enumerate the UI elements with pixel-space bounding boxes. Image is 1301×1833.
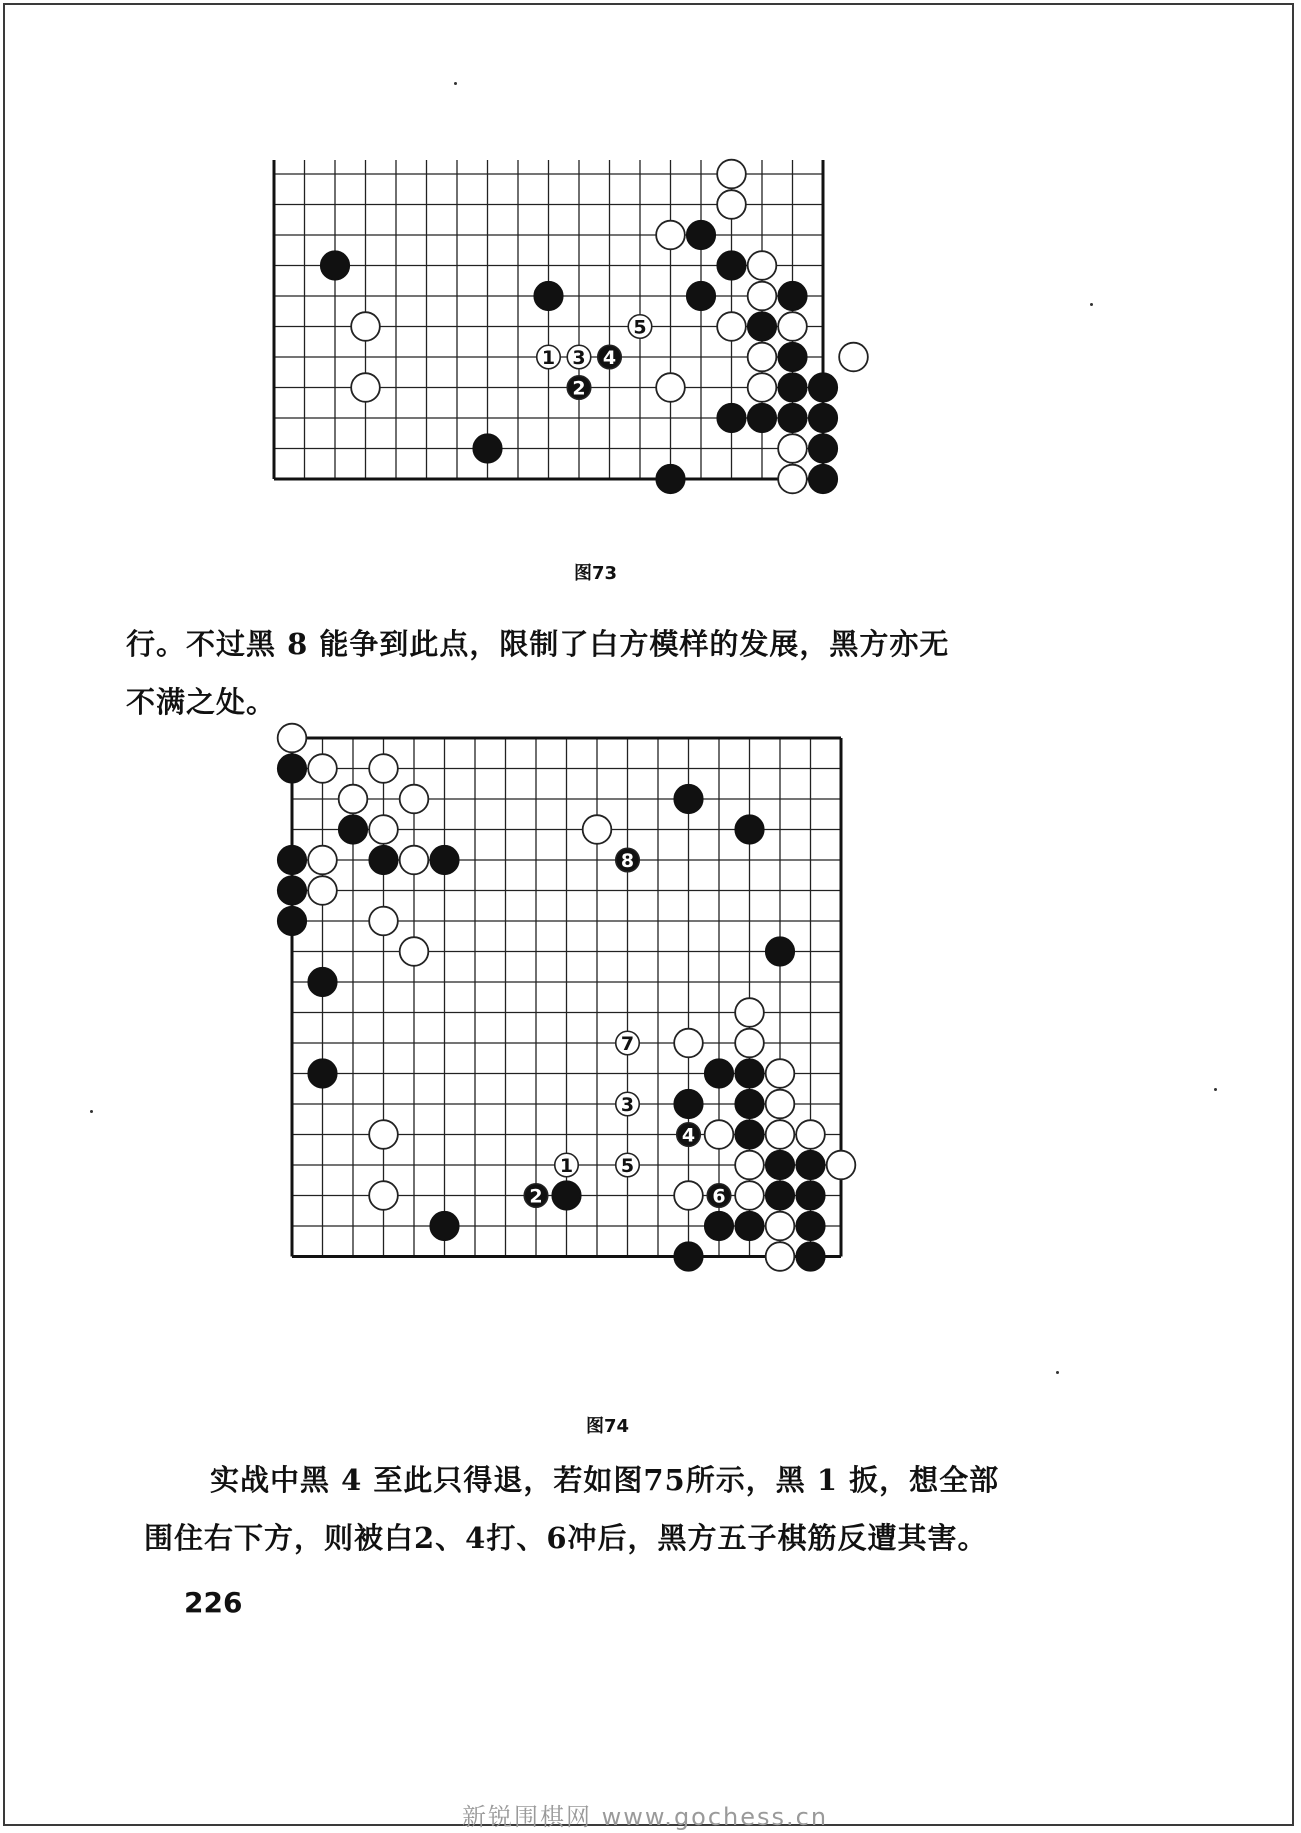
move-number: 4	[681, 1124, 696, 1147]
white-stone	[369, 754, 398, 783]
white-stone	[778, 312, 807, 341]
black-stone	[534, 282, 563, 311]
black-stone	[809, 404, 838, 433]
move-number: 2	[529, 1185, 543, 1208]
white-stone	[351, 312, 380, 341]
white-stone	[796, 1120, 825, 1149]
white-stone	[839, 343, 868, 372]
black-stone	[674, 1090, 703, 1119]
white-stone	[778, 434, 807, 463]
white-stone	[735, 1181, 764, 1210]
black-stone	[473, 434, 502, 463]
white-stone	[766, 1120, 795, 1149]
black-stone	[796, 1212, 825, 1241]
black-stone	[278, 876, 307, 905]
black-stone	[766, 937, 795, 966]
white-stone	[748, 251, 777, 280]
white-stone	[717, 190, 746, 219]
black-stone	[278, 754, 307, 783]
black-stone	[705, 1212, 734, 1241]
figure-caption: 图74	[586, 1416, 630, 1437]
black-stone	[778, 373, 807, 402]
figure-caption: 图73	[574, 563, 618, 584]
white-stone	[278, 724, 307, 753]
black-stone	[674, 785, 703, 814]
white-stone	[369, 1120, 398, 1149]
white-stone	[766, 1212, 795, 1241]
black-stone	[796, 1151, 825, 1180]
black-stone	[717, 251, 746, 280]
white-stone	[369, 907, 398, 936]
white-stone	[339, 785, 368, 814]
black-stone	[656, 465, 685, 494]
white-stone	[308, 876, 337, 905]
black-stone	[735, 1090, 764, 1119]
scan-speck	[1214, 1088, 1217, 1091]
white-stone	[400, 846, 429, 875]
black-stone	[369, 846, 398, 875]
white-stone	[308, 846, 337, 875]
black-stone	[809, 373, 838, 402]
white-stone	[778, 465, 807, 494]
move-number: 4	[602, 347, 617, 369]
black-stone	[430, 1212, 459, 1241]
scan-speck	[1056, 1371, 1059, 1374]
white-stone	[656, 373, 685, 402]
black-stone	[430, 846, 459, 875]
black-stone	[687, 221, 716, 250]
scan-speck	[454, 82, 457, 85]
white-stone	[766, 1242, 795, 1271]
paragraph-line: 不满之处。	[126, 685, 277, 719]
paragraph-line: 实战中黑 4 至此只得退，若如图75所示，黑 1 扳，想全部	[210, 1463, 1000, 1497]
white-stone	[827, 1151, 856, 1180]
black-stone	[308, 968, 337, 997]
black-stone	[735, 1120, 764, 1149]
white-stone	[748, 343, 777, 372]
black-stone	[321, 251, 350, 280]
black-stone	[735, 815, 764, 844]
move-number: 8	[620, 850, 635, 872]
go-board-svg	[270, 150, 950, 530]
white-stone	[351, 373, 380, 402]
black-stone	[552, 1181, 581, 1210]
black-stone	[748, 312, 777, 341]
watermark: 新锐围棋网 www.gochess.cn	[462, 1803, 829, 1831]
move-number: 2	[572, 377, 586, 400]
white-stone	[308, 754, 337, 783]
white-stone	[735, 1029, 764, 1058]
black-stone	[735, 1212, 764, 1241]
black-stone	[705, 1059, 734, 1088]
white-stone	[369, 815, 398, 844]
move-number: 6	[712, 1185, 726, 1208]
white-stone	[748, 373, 777, 402]
white-stone	[369, 1181, 398, 1210]
black-stone	[809, 434, 838, 463]
black-stone	[778, 404, 807, 433]
black-stone	[796, 1181, 825, 1210]
scan-speck	[1090, 303, 1093, 306]
move-number: 1	[559, 1155, 574, 1177]
paragraph-line: 行。不过黑 8 能争到此点，限制了白方模样的发展，黑方亦无	[126, 627, 950, 661]
black-stone	[766, 1151, 795, 1180]
white-stone	[674, 1029, 703, 1058]
black-stone	[778, 343, 807, 372]
black-stone	[717, 404, 746, 433]
go-board-fig73	[270, 150, 950, 530]
black-stone	[278, 907, 307, 936]
black-stone	[809, 465, 838, 494]
black-stone	[778, 282, 807, 311]
go-board-svg	[280, 730, 960, 1390]
white-stone	[583, 815, 612, 844]
white-stone	[674, 1181, 703, 1210]
move-number: 3	[572, 347, 586, 369]
white-stone	[748, 282, 777, 311]
black-stone	[687, 282, 716, 311]
white-stone	[766, 1059, 795, 1088]
move-number: 5	[633, 316, 647, 339]
paragraph-line: 围住右下方，则被白2、4打、6冲后，黑方五子棋筋反遭其害。	[144, 1521, 988, 1555]
white-stone	[717, 160, 746, 189]
page-number: 226	[184, 1586, 243, 1619]
move-number: 1	[541, 347, 556, 369]
black-stone	[278, 846, 307, 875]
grid	[292, 738, 841, 1257]
go-board-fig74	[280, 730, 960, 1390]
white-stone	[735, 1151, 764, 1180]
white-stone	[656, 221, 685, 250]
move-number: 5	[620, 1155, 635, 1177]
white-stone	[717, 312, 746, 341]
black-stone	[748, 404, 777, 433]
white-stone	[735, 998, 764, 1027]
white-stone	[705, 1120, 734, 1149]
move-number: 7	[620, 1033, 635, 1055]
white-stone	[400, 785, 429, 814]
move-number: 3	[620, 1094, 635, 1116]
black-stone	[796, 1242, 825, 1271]
black-stone	[674, 1242, 703, 1271]
white-stone	[766, 1090, 795, 1119]
scan-speck	[90, 1110, 93, 1113]
black-stone	[766, 1181, 795, 1210]
white-stone	[400, 937, 429, 966]
black-stone	[339, 815, 368, 844]
black-stone	[735, 1059, 764, 1088]
black-stone	[308, 1059, 337, 1088]
